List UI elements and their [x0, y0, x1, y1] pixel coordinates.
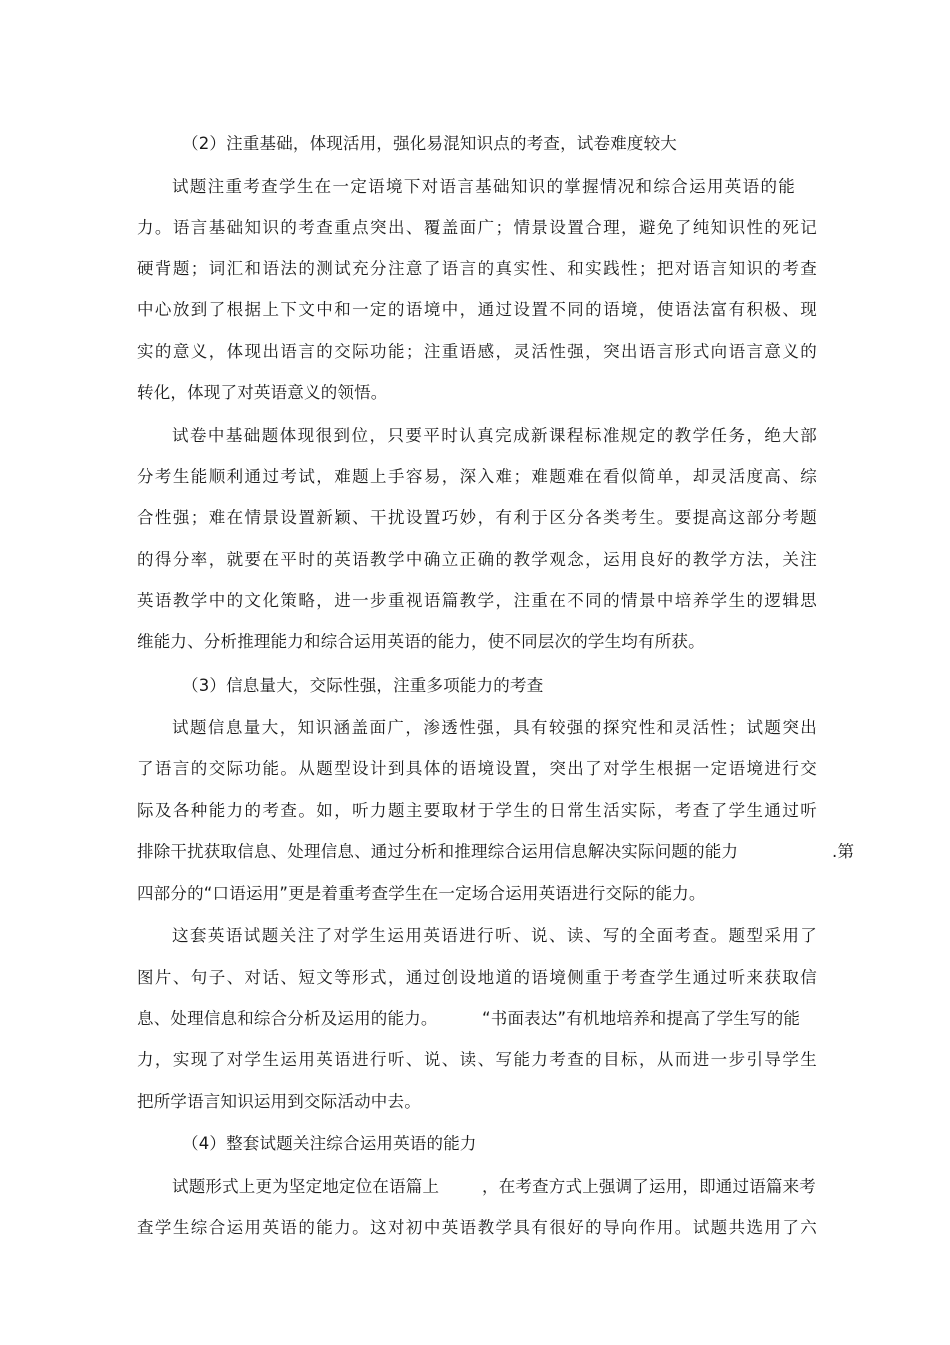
section-heading-2: （2）注重基础，体现活用，强化易混知识点的考查，试卷难度较大 [182, 134, 677, 153]
paragraph-line: 硬背题；词汇和语法的测试充分注意了语言的真实性、和实践性；把对语言知识的考查 [137, 259, 817, 278]
paragraph-line: 这套英语试题关注了对学生运用英语进行听、说、读、写的全面考查。题型采用了 [172, 926, 817, 945]
paragraph-line: 试题形式上更为坚定地定位在语篇上 [172, 1177, 440, 1196]
paragraph-line: 查学生综合运用英语的能力。这对初中英语教学具有很好的导向作用。试题共选用了六 [137, 1218, 817, 1237]
paragraph-line: 了语言的交际功能。从题型设计到具体的语境设置，突出了对学生根据一定语境进行交 [137, 759, 817, 778]
paragraph-line-fragment: ，在考查方式上强调了运用，即通过语篇来考 [482, 1177, 816, 1196]
paragraph-line: 力。语言基础知识的考查重点突出、覆盖面广；情景设置合理，避免了纯知识性的死记 [137, 218, 817, 237]
paragraph-line-fragment: .第 [832, 842, 855, 861]
paragraph-line: 排除干扰获取信息、处理信息、通过分析和推理综合运用信息解决实际问题的能力 [137, 842, 739, 861]
paragraph-line: 英语教学中的文化策略，进一步重视语篇教学，注重在不同的情景中培养学生的逻辑思 [137, 591, 817, 610]
section-heading-4: （4）整套试题关注综合运用英语的能力 [182, 1134, 477, 1153]
paragraph-line: 实的意义，体现出语言的交际功能；注重语感，灵活性强，突出语言形式向语言意义的 [137, 342, 817, 361]
paragraph-line: 转化，体现了对英语意义的领悟。 [137, 383, 388, 402]
paragraph-line: 试卷中基础题体现很到位，只要平时认真完成新课程标准规定的教学任务，绝大部 [172, 426, 817, 445]
paragraph-line-fragment: “书面表达”有机地培养和提高了学生写的能 [482, 1009, 801, 1028]
paragraph-line: 分考生能顺利通过考试，难题上手容易，深入难；难题难在看似简单，却灵活度高、综 [137, 467, 817, 486]
paragraph-line: 把所学语言知识运用到交际活动中去。 [137, 1092, 421, 1111]
section-heading-3: （3）信息量大，交际性强，注重多项能力的考查 [182, 676, 544, 695]
paragraph-line: 图片、句子、对话、短文等形式，通过创设地道的语境侧重于考查学生通过听来获取信 [137, 968, 817, 987]
paragraph-line: 维能力、分析推理能力和综合运用英语的能力，使不同层次的学生均有所获。 [137, 632, 705, 651]
paragraph-line: 的得分率，就要在平时的英语教学中确立正确的教学观念，运用良好的教学方法，关注 [137, 550, 817, 569]
paragraph-line: 试题注重考查学生在一定语境下对语言基础知识的掌握情况和综合运用英语的能 [172, 177, 795, 196]
paragraph-line: 际及各种能力的考查。如，听力题主要取材于学生的日常生活实际，考查了学生通过听 [137, 801, 817, 820]
paragraph-line: 中心放到了根据上下文中和一定的语境中，通过设置不同的语境，使语法富有积极、现 [137, 300, 817, 319]
paragraph-line: 息、处理信息和综合分析及运用的能力。 [137, 1009, 438, 1028]
paragraph-line: 合性强；难在情景设置新颖、干扰设置巧妙，有利于区分各类考生。要提高这部分考题 [137, 508, 817, 527]
paragraph-line: 力，实现了对学生运用英语进行听、说、读、写能力考查的目标，从而进一步引导学生 [137, 1050, 817, 1069]
paragraph-line: 试题信息量大，知识涵盖面广，渗透性强，具有较强的探究性和灵活性；试题突出 [172, 718, 817, 737]
paragraph-line: 四部分的“口语运用”更是着重考查学生在一定场合运用英语进行交际的能力。 [137, 884, 706, 903]
